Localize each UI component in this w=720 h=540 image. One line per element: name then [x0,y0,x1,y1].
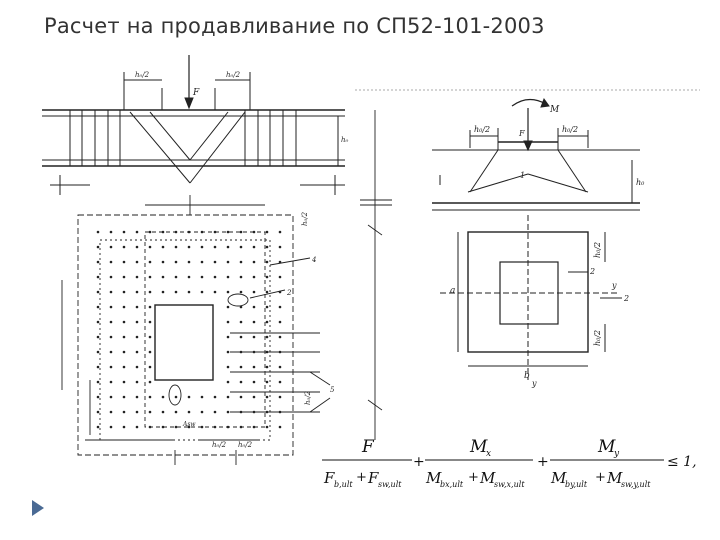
rebar-dot [227,366,230,369]
left-plan-half-h-bottom-b: h₀/2 [238,441,253,449]
right-plan-mark-2b: 2 [624,294,630,303]
rebar-dot [123,291,126,294]
left-plan-half-h-bottom: h₀/2 [304,390,312,405]
rebar-dot [149,231,152,234]
rebar-dot [266,336,269,339]
formula-t2-den-plus: + [468,470,479,485]
rebar-dot [110,396,113,399]
rebar-dot [110,381,113,384]
rebar-dot [123,411,126,414]
rebar-dot [201,246,204,249]
formula-t1-den-b-sub: sw,ult [378,480,402,489]
rebar-dot [136,426,139,429]
rebar-dot [227,336,230,339]
rebar-dot [123,366,126,369]
rebar-dot [136,381,139,384]
rebar-dot [110,336,113,339]
rebar-dot [266,246,269,249]
rebar-dot [97,291,100,294]
rebar-dot [123,381,126,384]
rebar-dot [279,321,282,324]
formula-t3-den-a: M [551,469,567,487]
rebar-dot [227,321,230,324]
rebar-dot [240,366,243,369]
formula-t1-den-b: F [368,469,379,487]
rebar-dot [240,276,243,279]
rebar-dot [253,306,256,309]
formula-t3-den-b-sub: sw,y,ult [621,480,651,489]
rebar-dot [97,246,100,249]
formula-t2-den-b-sub: sw,x,ult [494,480,525,489]
right-plan-mark-2a: 2 [590,267,596,276]
rebar-dot [136,411,139,414]
formula-t2-den-b: M [480,469,496,487]
left-plan-drawing [62,195,330,465]
rebar-dot [123,396,126,399]
rebar-dot [110,306,113,309]
rebar-dot [253,321,256,324]
rebar-dot [110,261,113,264]
rebar-dot [240,291,243,294]
rebar-dot [279,261,282,264]
rebar-dot [214,246,217,249]
formula-t1-num: F [362,437,374,457]
rebar-dot [188,261,191,264]
left-plan-half-h-top: h₀/2 [301,211,309,226]
rebar-dot [136,321,139,324]
rebar-dot [240,426,243,429]
rebar-dot [175,276,178,279]
formula-plus-1: + [413,454,425,470]
rebar-dot [279,246,282,249]
rebar-dot [266,291,269,294]
formula-t1-den-plus: + [356,470,367,485]
rebar-dot [149,411,152,414]
rebar-dot [253,231,256,234]
rebar-dot [214,276,217,279]
formula-plus-2: + [537,454,549,470]
rebar-dot [188,246,191,249]
rebar-dot [279,426,282,429]
rebar-dot [149,351,152,354]
rebar-dot [123,261,126,264]
rebar-dot [266,396,269,399]
rebar-dot [214,396,217,399]
right-plan-axis-x: y [532,379,537,388]
formula-t3-num-sub: y [614,449,620,459]
rebar-dot [110,426,113,429]
rebar-dot [266,366,269,369]
right-section-depth-label: h₀ [636,178,645,187]
right-plan-drawing [440,215,622,380]
rebar-dot [162,231,165,234]
rebar-dot [201,291,204,294]
rebar-dot [253,291,256,294]
rebar-dot [253,366,256,369]
rebar-dot [97,411,100,414]
rebar-dot [97,381,100,384]
rebar-dot [110,321,113,324]
formula-t2-den-a-sub: bx,ult [440,480,464,489]
rebar-dot [227,261,230,264]
rebar-dot [201,411,204,414]
right-section-drawing [432,99,640,210]
formula-t3-den-plus: + [595,470,606,485]
rebar-dot [97,231,100,234]
rebar-dot [97,351,100,354]
right-plan-side-a: a [450,286,456,296]
rebar-dot [214,231,217,234]
rebar-dot [214,411,217,414]
rebar-dot [253,276,256,279]
rebar-dot [279,231,282,234]
rebar-dot [279,366,282,369]
rebar-dot [175,396,178,399]
rebar-dot [266,321,269,324]
rebar-dot [97,261,100,264]
rebar-dot [123,351,126,354]
left-section-half-h-right: h₀/2 [226,71,241,79]
rebar-dot [253,411,256,414]
rebar-dot [97,396,100,399]
left-section-force-label: F [193,88,200,98]
right-section-contour-mark: 1 [520,171,526,180]
rebar-dot [279,411,282,414]
rebar-dot [227,246,230,249]
rebar-dot [188,276,191,279]
rebar-dot [97,306,100,309]
rebar-dot [162,291,165,294]
rebar-dot [279,336,282,339]
rebar-dot [136,231,139,234]
rebar-dot [253,261,256,264]
right-section-moment-label: M [550,105,560,115]
rebar-dot [149,366,152,369]
rebar-dot [279,396,282,399]
punching-formula [322,437,697,489]
rebar-dot [110,366,113,369]
rebar-dot [253,351,256,354]
rebar-dot [240,411,243,414]
triangle-right-icon[interactable] [32,500,44,516]
rebar-dot [188,396,191,399]
rebar-dot [175,231,178,234]
rebar-dot [227,306,230,309]
formula-rhs: ≤ 1, [667,454,697,470]
formula-t2-num: M [470,437,488,457]
rebar-dot [227,396,230,399]
right-plan-half-h-bottom: h₀/2 [593,329,602,346]
rebar-dot [123,246,126,249]
left-section-drawing [42,55,345,195]
rebar-dot [136,306,139,309]
rebar-dot [240,261,243,264]
rebar-dot [136,246,139,249]
rebar-dot [136,366,139,369]
right-plan-half-h-top: h₀/2 [593,241,602,258]
formula-t2-num-sub: x [486,449,492,459]
rebar-dot [110,291,113,294]
rebar-dot [149,276,152,279]
rebar-dot [188,411,191,414]
right-plan-side-b: b [524,371,530,381]
rebar-dot [136,396,139,399]
rebar-dot [123,321,126,324]
rebar-dot [214,261,217,264]
rebar-dot [279,276,282,279]
rebar-dot [253,336,256,339]
rebar-dot [175,291,178,294]
rebar-dot [227,231,230,234]
rebar-dot [227,381,230,384]
rebar-dot [279,291,282,294]
rebar-dot [123,336,126,339]
rebar-dot [97,366,100,369]
rebar-dot [266,261,269,264]
rebar-dot [266,426,269,429]
rebar-dot [175,426,178,429]
left-section-half-h-left: h₀/2 [135,71,150,79]
rebar-dot [123,306,126,309]
rebar-dot [110,351,113,354]
rebar-dot [227,276,230,279]
rebar-dot [175,411,178,414]
left-plan-mark-4: 4 [312,256,317,264]
rebar-dot [279,381,282,384]
left-plan-mark-5: 5 [330,386,335,394]
rebar-dot [149,426,152,429]
rebar-dot [136,336,139,339]
rebar-dot [266,306,269,309]
rebar-dot [188,291,191,294]
rebar-dot [201,261,204,264]
rebar-dot [266,351,269,354]
rebar-dot [136,276,139,279]
rebar-dot [162,246,165,249]
rebar-dot [240,321,243,324]
right-plan-axis-y: y [612,281,617,290]
rebar-dot [240,336,243,339]
rebar-dot [240,231,243,234]
formula-t3-den-b: M [607,469,623,487]
rebar-dot [149,246,152,249]
left-plan-half-h-bottom-a: h₀/2 [212,441,227,449]
rebar-dot [136,351,139,354]
rebar-dot [97,321,100,324]
rebar-dot [110,231,113,234]
rebar-dot [253,381,256,384]
rebar-dot [149,336,152,339]
left-plan-mark-2: 2 [287,289,292,297]
rebar-dot [149,306,152,309]
rebar-dot [175,246,178,249]
formula-t3-den-a-sub: by,ult [565,480,588,489]
rebar-dot [149,381,152,384]
rebar-dot [162,426,165,429]
rebar-dot [240,246,243,249]
rebar-dot [136,291,139,294]
rebar-dot [214,426,217,429]
rebar-dot [123,276,126,279]
rebar-dot [201,396,204,399]
rebar-dot [201,276,204,279]
rebar-dot [253,426,256,429]
formula-t3-num: M [598,437,616,457]
rebar-dot [240,306,243,309]
rebar-dot [227,426,230,429]
rebar-dot [188,231,191,234]
right-section-half-h-left: h₀/2 [474,125,491,134]
rebar-dot [266,276,269,279]
rebar-dot [266,381,269,384]
reinforcement-dot-grid [97,231,282,429]
rebar-dot [279,306,282,309]
rebar-dot [110,411,113,414]
rebar-dot [97,426,100,429]
rebar-dot [136,261,139,264]
rebar-dot [240,396,243,399]
formula-t2-den-a: M [426,469,442,487]
rebar-dot [123,426,126,429]
rebar-dot [214,291,217,294]
formula-t1-den-a-sub: b,ult [334,480,353,489]
rebar-dot [201,231,204,234]
rebar-dot [240,351,243,354]
rebar-dot [266,231,269,234]
rebar-dot [253,396,256,399]
rebar-dot [162,276,165,279]
slide-title: Расчет на продавливание по СП52-101-2003 [44,14,545,38]
rebar-dot [266,411,269,414]
rebar-dot [110,276,113,279]
rebar-dot [240,381,243,384]
rebar-dot [253,246,256,249]
rebar-dot [162,261,165,264]
rebar-dot [149,396,152,399]
rebar-dot [123,231,126,234]
rebar-dot [110,246,113,249]
rebar-dot [149,261,152,264]
rebar-dot [227,351,230,354]
rebar-dot [201,426,204,429]
rebar-dot [149,321,152,324]
rebar-dot [227,411,230,414]
rebar-dot [149,291,152,294]
rebar-dot [279,351,282,354]
rebar-dot [175,261,178,264]
right-section-force-label: F [519,129,525,138]
rebar-dot [162,396,165,399]
right-section-half-h-right: h₀/2 [562,125,579,134]
formula-t1-den-a: F [324,469,335,487]
rebar-dot [162,411,165,414]
rebar-dot [97,336,100,339]
left-section-depth-label: h₀ [341,136,349,144]
rebar-dot [227,291,230,294]
left-plan-mark-asw: Asw [183,421,196,428]
rebar-dot [97,276,100,279]
